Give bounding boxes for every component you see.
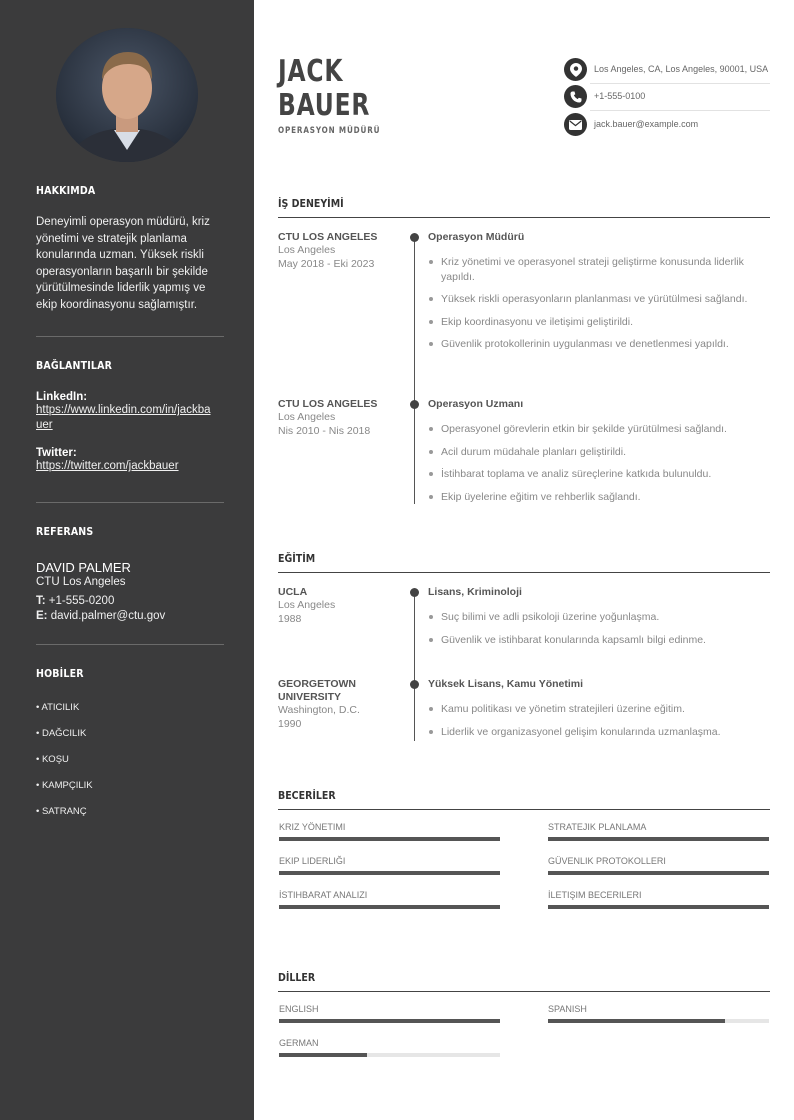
- links-heading: BAĞLANTILAR: [36, 359, 113, 372]
- timeline-line: [414, 591, 415, 741]
- timeline-dot: [410, 233, 419, 242]
- experience-dates: May 2018 - Eki 2023: [278, 257, 375, 270]
- skill-label: EKIP LIDERLIĞI: [279, 856, 346, 866]
- last-name: BAUER: [278, 88, 371, 123]
- experience-entry-1-meta: [278, 231, 393, 271]
- skill-bar: [279, 905, 500, 909]
- divider: [590, 110, 770, 111]
- list-item: İstihbarat toplama ve analiz süreçlerine katkıda bulunuldu.: [428, 467, 770, 482]
- profile-photo: [56, 28, 198, 162]
- contact-address: [564, 58, 770, 81]
- reference-company: CTU Los Angeles: [36, 576, 126, 588]
- language-item: [279, 1004, 500, 1023]
- skill-item: [279, 822, 500, 841]
- skill-item: [279, 890, 500, 909]
- skill-label: KRIZ YÖNETIMI: [279, 822, 346, 832]
- language-item: [279, 1038, 500, 1057]
- experience-role: Operasyon Müdürü: [428, 231, 525, 243]
- language-label: SPANISH: [548, 1004, 587, 1014]
- list-item: Güvenlik ve istihbarat konularında kapsamlı bilgi edinme.: [428, 633, 770, 648]
- education-entry-1-meta: [278, 586, 393, 626]
- education-dates: 1988: [278, 612, 302, 625]
- list-item: Ekip üyelerine eğitim ve rehberlik sağlandı.: [428, 490, 770, 505]
- experience-bullets: [428, 422, 770, 504]
- timeline-dot: [410, 680, 419, 689]
- list-item: Güvenlik protokollerinin uygulanması ve denetlenmesi yapıldı.: [428, 337, 770, 352]
- experience-entry-2: [428, 398, 770, 512]
- twitter-link[interactable]: https://twitter.com/jackbauer: [36, 460, 179, 472]
- contact-email: [564, 113, 770, 136]
- skill-label: İSTIHBARAT ANALIZI: [279, 890, 368, 900]
- experience-entry-2-meta: [278, 398, 393, 438]
- hobby-item: • KOŞU: [36, 754, 69, 765]
- experience-heading-text: İŞ DENEYİMİ: [278, 197, 344, 210]
- linkedin-label: LinkedIn:: [36, 391, 88, 403]
- skill-bar: [548, 871, 769, 875]
- skill-label: GÜVENLIK PROTOKOLLERI: [548, 856, 666, 866]
- reference-heading: REFERANS: [36, 525, 94, 538]
- experience-org: CTU LOS ANGELES: [278, 398, 378, 410]
- skill-bar-fill: [279, 905, 500, 909]
- education-heading-text: EĞİTİM: [278, 552, 316, 565]
- skill-item: [548, 856, 769, 875]
- education-org: UCLA: [278, 586, 308, 598]
- education-degree: Lisans, Kriminoloji: [428, 586, 522, 598]
- links-section: [36, 359, 224, 474]
- reference-email-label: E:: [36, 610, 48, 622]
- experience-bullets: [428, 255, 770, 352]
- experience-entry-1: [428, 231, 770, 360]
- sidebar: [0, 0, 254, 1120]
- list-item: Operasyonel görevlerin etkin bir şekilde yürütülmesi sağlandı.: [428, 422, 770, 437]
- reference-phone: [36, 594, 224, 609]
- education-entry-2: [428, 678, 770, 747]
- reference-section: [36, 525, 224, 624]
- languages-heading: [278, 968, 770, 992]
- skill-label: STRATEJIK PLANLAMA: [548, 822, 647, 832]
- education-bullets: [428, 702, 770, 739]
- email-icon: [564, 113, 587, 136]
- hobby-item: • KAMPÇILIK: [36, 780, 93, 791]
- reference-phone-label: T:: [36, 595, 46, 607]
- experience-location: Los Angeles: [278, 244, 336, 256]
- list-item: Ekip koordinasyonu ve iletişimi geliştirildi.: [428, 315, 770, 330]
- linkedin-link[interactable]: https://www.linkedin.com/in/jackbauer: [36, 404, 211, 431]
- timeline-dot: [410, 588, 419, 597]
- list-item: Kriz yönetimi ve operasyonel strateji geliştirme konusunda liderlik yapıldı.: [428, 255, 770, 284]
- language-item: [548, 1004, 769, 1023]
- email-text[interactable]: jack.bauer@example.com: [594, 119, 699, 129]
- skill-bar: [279, 837, 500, 841]
- skill-bar-fill: [548, 837, 769, 841]
- hobbies-heading: HOBİLER: [36, 667, 84, 680]
- skill-item: [279, 856, 500, 875]
- languages-heading-text: DİLLER: [278, 971, 316, 984]
- language-bar-fill: [548, 1019, 725, 1023]
- hobbies-section: [36, 667, 224, 832]
- experience-dates: Nis 2010 - Nis 2018: [278, 424, 371, 437]
- about-heading: HAKKIMDA: [36, 184, 96, 197]
- experience-org: CTU LOS ANGELES: [278, 231, 378, 243]
- skill-bar-fill: [279, 837, 500, 841]
- timeline-dot: [410, 400, 419, 409]
- language-label: GERMAN: [279, 1038, 319, 1048]
- list-item: Yüksek riskli operasyonların planlanması ve yürütülmesi sağlandı.: [428, 292, 770, 307]
- job-title: OPERASYON MÜDÜRÜ: [278, 126, 381, 136]
- divider: [36, 644, 224, 645]
- list-item: Suç bilimi ve adli psikoloji üzerine yoğunlaşma.: [428, 610, 770, 625]
- hobby-item: • SATRANÇ: [36, 806, 87, 817]
- skill-item: [548, 890, 769, 909]
- education-dates: 1990: [278, 717, 302, 730]
- skill-label: İLETIŞIM BECERILERI: [548, 890, 642, 900]
- skills-heading-text: BECERİLER: [278, 789, 336, 802]
- experience-heading: [278, 194, 770, 218]
- language-label: ENGLISH: [279, 1004, 319, 1014]
- reference-name: DAVID PALMER: [36, 560, 131, 575]
- education-entry-1: [428, 586, 770, 655]
- language-bar: [279, 1019, 500, 1023]
- education-location: Washington, D.C.: [278, 704, 360, 716]
- reference-phone-value: +1-555-0200: [48, 595, 115, 607]
- phone-text: +1-555-0100: [594, 91, 646, 101]
- language-bar-fill: [279, 1053, 367, 1057]
- experience-location: Los Angeles: [278, 411, 336, 423]
- profile-photo-image: [56, 28, 198, 162]
- location-icon: [564, 58, 587, 81]
- list-item: Acil durum müdahale planları geliştirildi.: [428, 445, 770, 460]
- reference-email: [36, 609, 224, 624]
- contact-phone: [564, 85, 770, 108]
- about-text: Deneyimli operasyon müdürü, kriz yönetimi ve stratejik planlama konularında uzman. Yüksek riskli operasyonların başarılı bir şekilde yürütülmesinde liderlik yapmış ve ekip koordinasyonu sağlamıştır.: [36, 216, 210, 311]
- education-org: GEORGETOWN UNIVERSITY: [278, 678, 356, 703]
- divider: [36, 502, 224, 503]
- education-heading: [278, 549, 770, 573]
- twitter-label: Twitter:: [36, 447, 77, 459]
- skill-bar-fill: [548, 871, 769, 875]
- education-bullets: [428, 610, 770, 647]
- education-degree: Yüksek Lisans, Kamu Yönetimi: [428, 678, 584, 690]
- divider: [36, 336, 224, 337]
- education-location: Los Angeles: [278, 599, 336, 611]
- timeline-line: [414, 236, 415, 504]
- phone-icon: [564, 85, 587, 108]
- list-item: Kamu politikası ve yönetim stratejileri üzerine eğitim.: [428, 702, 770, 717]
- skill-bar: [548, 905, 769, 909]
- first-name: JACK: [278, 54, 344, 89]
- language-bar: [548, 1019, 769, 1023]
- about-section: [36, 184, 224, 313]
- hobby-item: • ATICILIK: [36, 702, 80, 713]
- skill-bar-fill: [548, 905, 769, 909]
- skills-heading: [278, 786, 770, 810]
- experience-role: Operasyon Uzmanı: [428, 398, 524, 410]
- address-text: Los Angeles, CA, Los Angeles, 90001, USA: [594, 64, 769, 74]
- skill-bar: [548, 837, 769, 841]
- hobby-item: • DAĞCILIK: [36, 728, 87, 739]
- divider: [590, 83, 770, 84]
- reference-email-value: david.palmer@ctu.gov: [50, 610, 166, 622]
- language-bar-fill: [279, 1019, 500, 1023]
- language-bar: [279, 1053, 500, 1057]
- skill-bar-fill: [279, 871, 500, 875]
- list-item: Liderlik ve organizasyonel gelişim konularında uzmanlaşma.: [428, 725, 770, 740]
- skill-item: [548, 822, 769, 841]
- education-entry-2-meta: [278, 678, 393, 731]
- skill-bar: [279, 871, 500, 875]
